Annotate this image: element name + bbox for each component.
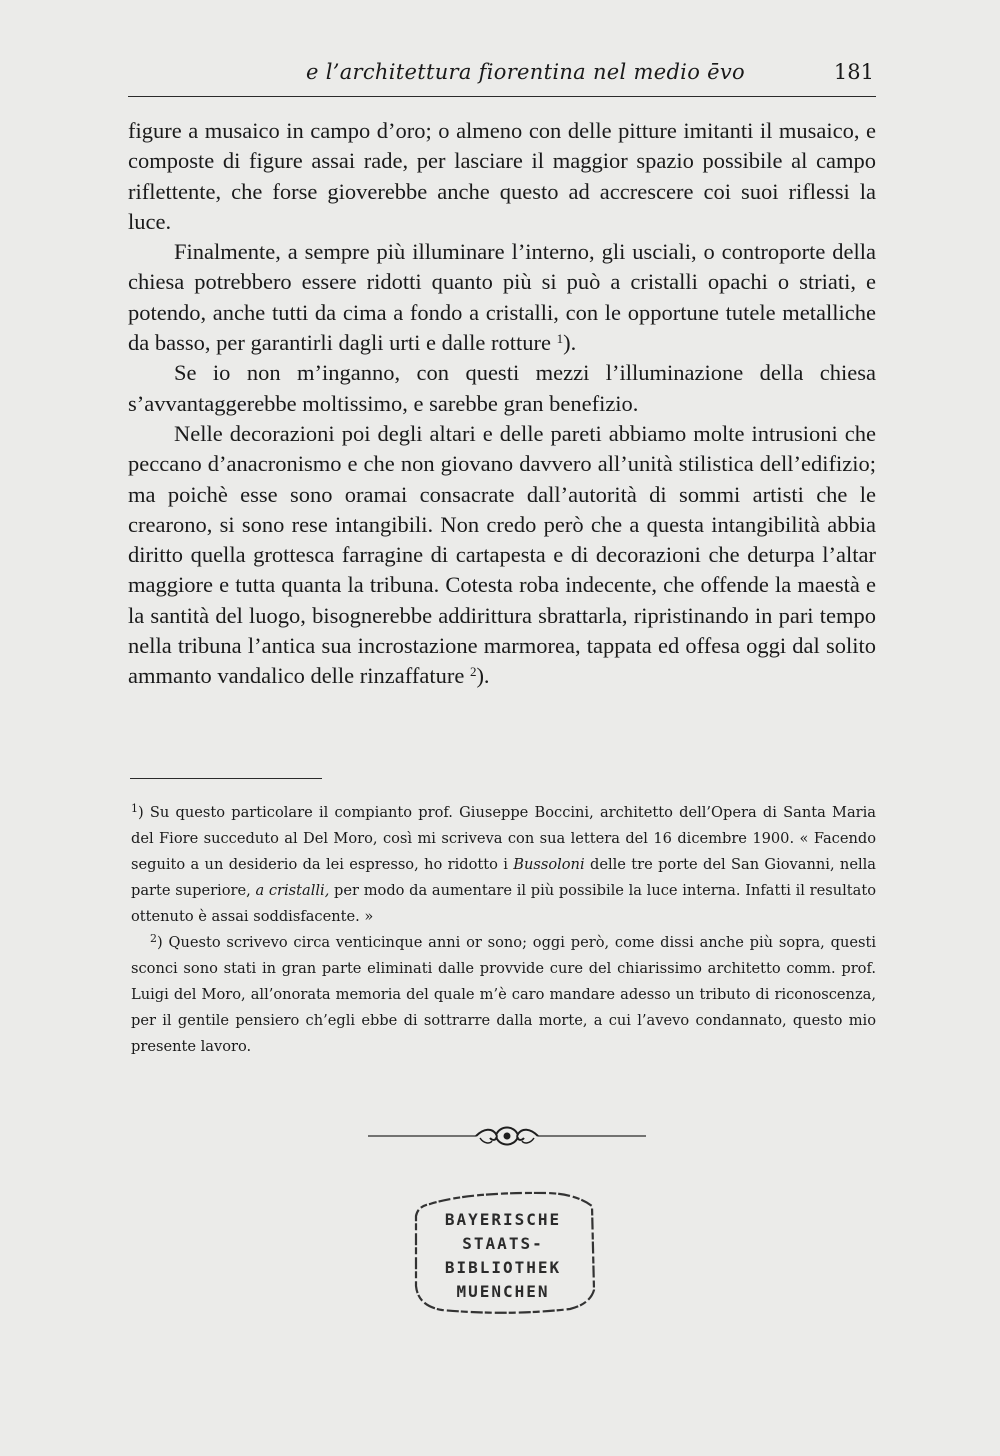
running-title: e l’architettura fiorentina nel medio ēvo: [306, 60, 745, 84]
paragraph-4: [128, 419, 876, 692]
tailpiece-ornament: [368, 1122, 646, 1150]
footnote-rule: [130, 778, 322, 779]
footnote-1-text-c: delle tre porte del San Giovanni, nella parte superiore,: [131, 856, 876, 899]
page-number: 181: [833, 60, 874, 84]
paragraph-2-end: ).: [563, 330, 577, 356]
footnote-1-italic-b: a cristalli,: [255, 882, 330, 899]
paragraph-3: [128, 358, 876, 419]
paragraph-1-text: figure a musaico in campo d’oro; o almeno con delle pitture imitanti il musaico, e composte di figure assai rade, per lasciare il maggior spazio possibile al campo riflettente, che forse gioverebbe anche questo ad accrescere coi suoi riflessi la luce.: [128, 118, 876, 234]
footnote-2-mark: 2: [150, 932, 157, 945]
body-text: [128, 116, 876, 692]
paragraph-1: [128, 116, 876, 237]
footnote-1-text-a: ) Su questo particolare il compianto prof. Giuseppe Boccini, architetto dell’Opera di Santa Maria del Fiore succeduto al Del Moro, così mi scriveva con sua lettera del 16 dicembre 1900. « Facendo seguito a un desiderio da lei espresso, ho ridotto i: [131, 804, 876, 873]
running-head: [128, 56, 876, 97]
paragraph-3-text: Se io non m’inganno, con questi mezzi l’illuminazione della chiesa s’avvantaggerebbe moltissimo, e sarebbe gran benefizio.: [128, 360, 876, 416]
footnotes: [131, 800, 876, 1060]
stamp-line-1: BAYERISCHE: [444, 1210, 562, 1229]
stamp-line-2: STAATS-: [462, 1234, 544, 1253]
footnote-2-text: ) Questo scrivevo circa venticinque anni or sono; oggi però, come dissi anche più sopra, questi sconci sono stati in gran parte eliminati dalle provvide cure del chiarissimo architetto comm. prof. Luigi del Moro, all’onorata memoria del quale m’è caro mandare adesso un tributo di riconoscenza, per il gentile pensiero ch’egli ebbe di sottrarre dalla morte, a cui l’avevo condannato, questo mio presente lavoro.: [131, 934, 876, 1055]
footnote-1-text-e: per modo da aumentare il più possibile la luce interna. Infatti il resultato ottenuto è assai soddisfacente. »: [131, 882, 876, 925]
paragraph-2: [128, 237, 876, 358]
paragraph-4-text: Nelle decorazioni poi degli altari e delle pareti abbiamo molte intrusioni che peccano d’anacronismo e che non giovano davvero all’unità stilistica dell’edifizio; ma poichè esse sono oramai consacrate dall’autorità di sommi artisti che le crearono, si sono rese intangibili. Non credo però che a questa intangibilità abbia diritto quella grottesca farragine di cartapesta e di decorazioni che deturpa l’altar maggiore e tutta quanta la tribuna. Cotesta roba indecente, che offende la maestà e la santità del luogo, bisognerebbe addirittura sbrattarla, ripristinando in pari tempo nella tribuna l’antica sua incrostazione marmorea, tappata ed offesa oggi dal solito ammanto vandalico delle rinzaffature: [128, 420, 876, 689]
paragraph-4-end: ).: [476, 663, 490, 689]
stamp-line-4: MUENCHEN: [456, 1282, 550, 1301]
footnote-1-italic-a: Bussoloni: [513, 856, 585, 873]
library-stamp: [408, 1186, 598, 1316]
footnote-ref-1: 1: [556, 331, 564, 347]
footnote-1-mark: 1: [131, 802, 138, 815]
stamp-line-3: BIBLIOTHEK: [444, 1258, 562, 1277]
footnote-1: [131, 800, 876, 930]
paragraph-2-text: Finalmente, a sempre più illuminare l’interno, gli usciali, o controporte della chiesa potrebbero essere ridotti quanto più si può a cristalli opachi o striati, e potendo, anche tutti da cima a fondo a cristalli, con le opportune tutele metalliche da basso, per garantirli dagli urti e dalle rotture: [128, 239, 876, 356]
footnote-2: [131, 930, 876, 1060]
footnote-ref-2: 2: [469, 664, 477, 680]
